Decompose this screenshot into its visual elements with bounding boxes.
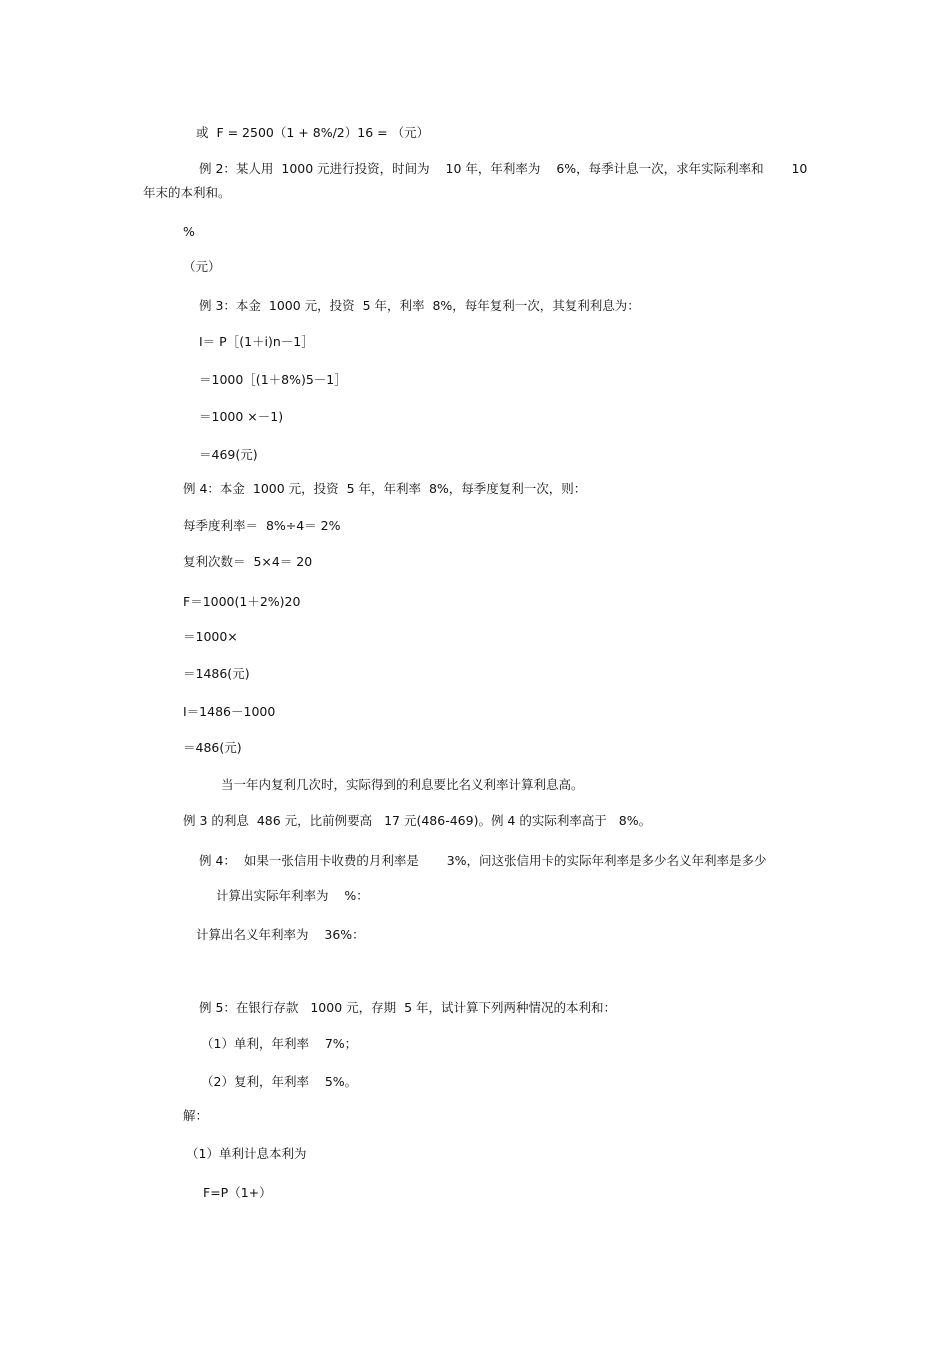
formula-line: ＝1486(元) [183,666,250,681]
formula-line: 复利次数＝ 5×4＝ 20 [183,554,313,569]
text-line: 例 4： 如果一张信用卡收费的月利率是 3%，问这张信用卡的实际年利率是多少名义年利率是多少 [199,853,767,868]
text-line: 当一年内复利几次时，实际得到的利息要比名义利率计算利息高。 [221,777,584,792]
formula-line: I＝1486－1000 [183,704,276,719]
text-line: 解： [183,1108,209,1123]
formula-line: ＝1000× [183,629,238,644]
text-line: （元） [183,259,221,274]
text-line: 例 4：本金 1000 元，投资 5 年，年利率 8%，每季度复利一次，则： [183,481,587,496]
text-line: （2）复利，年利率 5%。 [201,1074,358,1089]
formula-line: ＝1000［(1＋8%)5－1］ [199,372,347,387]
text-line: % [183,224,195,239]
text-line: （1）单利，年利率 7%； [201,1036,358,1051]
formula-line: ＝1000 ×－1) [199,409,284,424]
text-line: 例 3 的利息 486 元，比前例要高 17 元(486-469)。例 4 的实际利率高于 8%。 [183,813,652,828]
formula-line: F=P（1+） [203,1185,272,1200]
text-line: 例 2：某人用 1000 元进行投资，时间为 10 年，年利率为 6%，每季计息一次，求年实际利率和 10 [199,161,808,176]
text-line: 或 F = 2500（1 + 8%/2）16 = （元） [196,125,430,140]
formula-line: 每季度利率＝ 8%÷4＝ 2% [183,518,341,533]
text-line: 例 3：本金 1000 元，投资 5 年，利率 8%，每年复利一次，其复利利息为： [199,298,640,313]
text-line: 计算出实际年利率为 %： [216,888,369,903]
text-line: （1）单利计息本利为 [186,1146,307,1161]
formula-line: F＝1000(1＋2%)20 [183,594,301,609]
formula-line: ＝469(元) [199,447,258,462]
formula-line: I＝ P［(1＋i)n－1］ [199,334,314,349]
formula-line: ＝486(元) [183,740,242,755]
text-line: 例 5：在银行存款 1000 元，存期 5 年，试计算下列两种情况的本利和： [199,1000,617,1015]
text-line: 年末的本利和。 [143,185,231,200]
text-line: 计算出名义年利率为 36%： [196,927,365,942]
